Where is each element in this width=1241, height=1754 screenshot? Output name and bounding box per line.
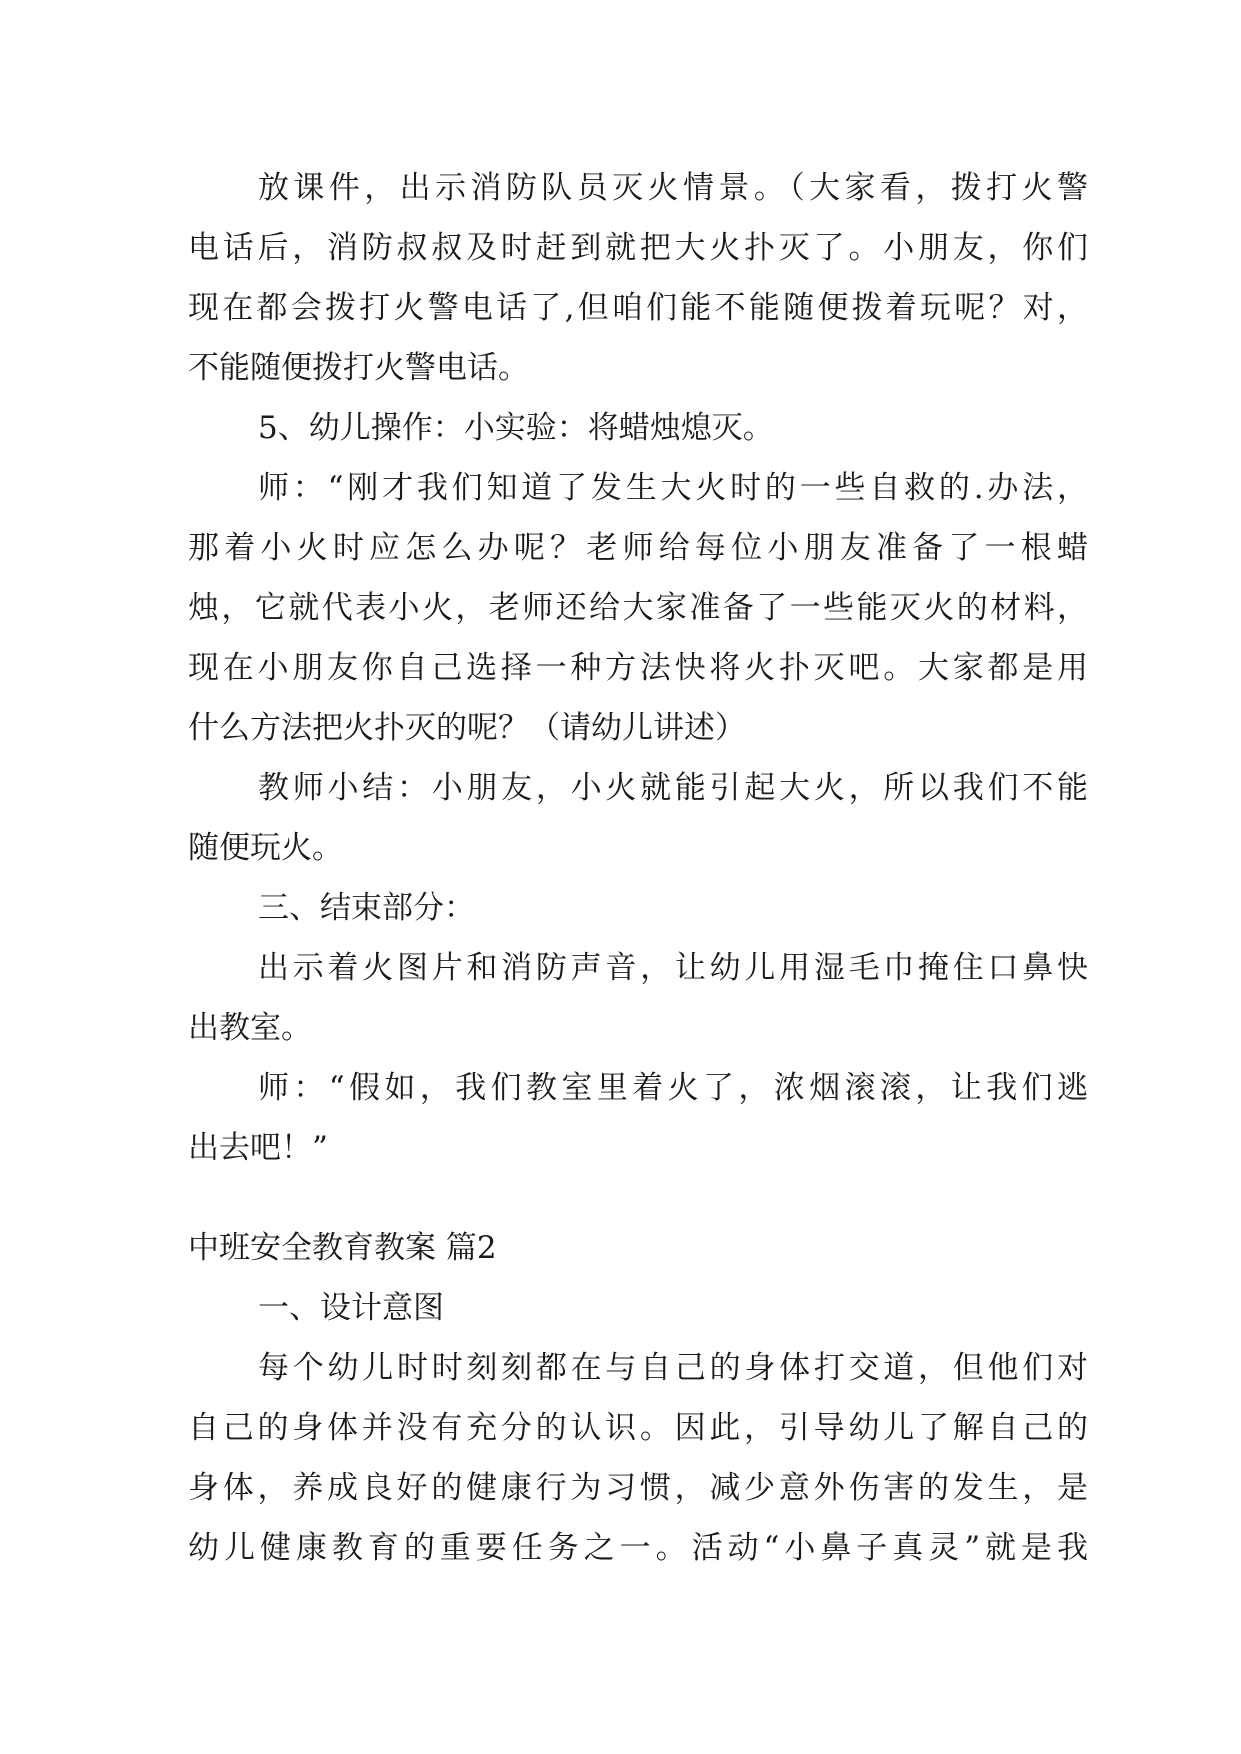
paragraph-line: 现在小朋友你自己选择一种方法快将火扑灭吧。大家都是用 <box>188 650 1088 686</box>
paragraph-line: 幼儿健康教育的重要任务之一。活动“小鼻子真灵”就是我 <box>188 1530 1088 1566</box>
paragraph-line: 师：“假如，我们教室里着火了，浓烟滚滚，让我们逃 <box>258 1070 1088 1106</box>
paragraph-line: 那着小火时应怎么办呢？老师给每位小朋友准备了一根蜡 <box>188 530 1088 566</box>
paragraph-line: 自己的身体并没有充分的认识。因此，引导幼儿了解自己的 <box>188 1410 1088 1446</box>
paragraph-line: 随便玩火。 <box>188 830 343 866</box>
paragraph-line: 不能随便拨打火警电话。 <box>188 350 529 386</box>
paragraph-line: 5、幼儿操作：小实验：将蜡烛熄灭。 <box>258 410 774 446</box>
paragraph-line: 教师小结：小朋友，小火就能引起大火，所以我们不能 <box>258 770 1088 806</box>
paragraph-line: 出教室。 <box>188 1010 312 1046</box>
paragraph-line: 电话后，消防叔叔及时赶到就把大火扑灭了。小朋友，你们 <box>188 230 1088 266</box>
paragraph-line: 每个幼儿时时刻刻都在与自己的身体打交道，但他们对 <box>258 1350 1088 1386</box>
paragraph-line: 现在都会拨打火警电话了,但咱们能不能随便拨着玩呢？对， <box>188 290 1088 326</box>
paragraph-line: 身体，养成良好的健康行为习惯，减少意外伤害的发生，是 <box>188 1470 1088 1506</box>
paragraph-line: 什么方法把火扑灭的呢？（请幼儿讲述） <box>188 710 746 746</box>
section-heading: 一、设计意图 <box>258 1290 444 1326</box>
paragraph-line: 出示着火图片和消防声音，让幼儿用湿毛巾掩住口鼻快 <box>258 950 1088 986</box>
paragraph-line: 出去吧！” <box>188 1130 328 1166</box>
section-heading: 三、结束部分： <box>258 890 475 926</box>
document-title: 中班安全教育教案 篇2 <box>188 1230 497 1266</box>
paragraph-line: 烛，它就代表小火，老师还给大家准备了一些能灭火的材料， <box>188 590 1088 626</box>
paragraph-line: 师：“刚才我们知道了发生大火时的一些自救的.办法， <box>258 470 1088 506</box>
paragraph-line: 放课件，出示消防队员灭火情景。（大家看，拨打火警 <box>258 170 1088 206</box>
